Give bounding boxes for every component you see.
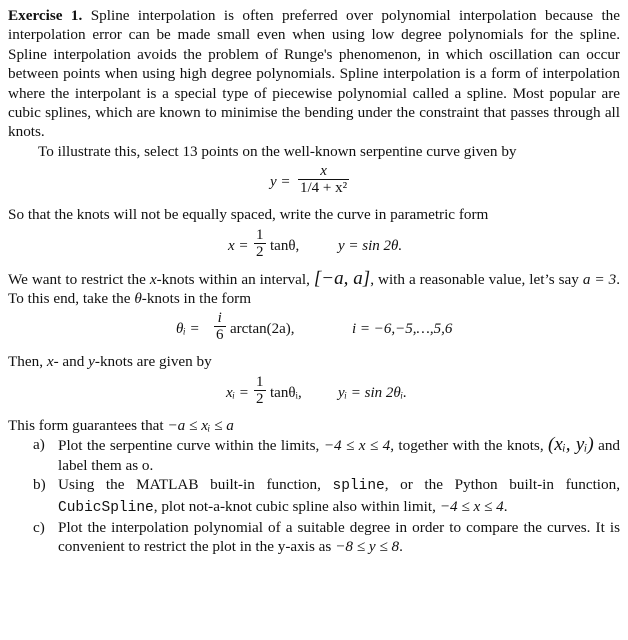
then-text-a: Then, bbox=[8, 353, 44, 371]
lets-say-text: let’s say bbox=[529, 270, 579, 288]
task-a-pair: (xᵢ, yᵢ) bbox=[548, 434, 594, 456]
restrict-x-symbol: x bbox=[149, 270, 157, 288]
knots-y: yᵢ = sin 2θᵢ. bbox=[338, 384, 407, 401]
task-b-marker: b) bbox=[33, 476, 46, 494]
parametric-tan: tanθ, bbox=[270, 237, 300, 254]
task-b-code-cubicspline: CubicSpline bbox=[58, 499, 154, 516]
theta-rhs: arctan(2a), bbox=[230, 321, 295, 338]
task-c bbox=[8, 518, 620, 557]
exercise-document bbox=[8, 6, 620, 557]
serpentine-lhs: y = bbox=[270, 174, 291, 191]
task-b-code-spline: spline bbox=[332, 478, 385, 495]
task-a-marker: a) bbox=[33, 436, 45, 454]
then-text-b: - and bbox=[53, 353, 85, 371]
restrict-text-c: , with a reasonable value, bbox=[370, 270, 526, 288]
serpentine-denominator: 1/4 + x² bbox=[300, 180, 348, 197]
guarantee-text: This form guarantees that bbox=[8, 416, 164, 434]
task-a-text-b: , together with the knots, bbox=[390, 437, 544, 455]
task-a-text-c: and label them as o. bbox=[58, 437, 621, 474]
parametric-one: 1 bbox=[256, 226, 264, 243]
lets-say-text-b: . To this end, take the bbox=[8, 270, 621, 308]
restrict-text-b: -knots within an interval, bbox=[156, 270, 310, 288]
serpentine-numerator: x bbox=[320, 163, 327, 180]
parametric-intro-text: So that the knots will not be equally spaced, write the curve in parametric form bbox=[8, 206, 489, 224]
interval-symbol: [−a, a] bbox=[313, 267, 371, 289]
then-paragraph bbox=[8, 352, 620, 371]
illustrate-text: To illustrate this, select 13 points on the well-known serpentine curve given by bbox=[38, 142, 517, 160]
task-c-inequality: −8 ≤ y ≤ 8 bbox=[335, 538, 400, 556]
exercise-heading: Exercise 1. bbox=[8, 7, 83, 24]
task-b-text-b: , or the Python built-in function, bbox=[384, 476, 621, 494]
task-c-marker: c) bbox=[33, 518, 45, 536]
task-a-text-a: Plot the serpentine curve within the limits, bbox=[58, 437, 320, 455]
guarantee-inequality: −a ≤ xᵢ ≤ a bbox=[167, 416, 234, 434]
theta-denominator: 6 bbox=[216, 327, 224, 344]
then-text-c: -knots are given by bbox=[94, 353, 212, 371]
knots-two: 2 bbox=[256, 390, 264, 407]
parametric-equation bbox=[8, 225, 620, 269]
theta-numerator: i bbox=[217, 310, 222, 327]
restrict-paragraph bbox=[8, 269, 620, 309]
task-b-text-c: , plot not-a-knot cubic spline also within limit, bbox=[153, 497, 436, 515]
serpentine-equation bbox=[8, 161, 620, 205]
task-c-text-a: Plot the interpolation polynomial of a suitable degree in order to compare the curves. It is convenient to restrict the plot in the y-axis as bbox=[58, 518, 620, 556]
then-x-symbol: x bbox=[46, 353, 54, 371]
intro-text: Spline interpolation is often preferred over polynomial interpolation because the interpolation error can be made small even when using low degree polynomials for the spline. Spline interpolation avoids the problem of Runge's phenomenon, in which oscillation can occur between points when using high degree polynomials. Spline interpolation is a form of interpolation where the interpolant is a special type of piecewise polynomial called a spline. Most popular are cubic splines, which are known to minimise the bending under the constraint that passes through all knots. bbox=[8, 7, 620, 141]
parametric-x-lhs: x = bbox=[228, 237, 249, 254]
task-b-text-d: . bbox=[503, 497, 508, 515]
a-equals-symbol: a = 3 bbox=[582, 270, 617, 288]
guarantee-paragraph bbox=[8, 416, 620, 435]
knots-one: 1 bbox=[256, 373, 264, 390]
task-c-text-b: . bbox=[399, 538, 403, 556]
parametric-y: y = sin 2θ. bbox=[338, 237, 403, 254]
lets-say-text-c: -knots in the form bbox=[141, 290, 252, 308]
then-y-symbol: y bbox=[88, 353, 95, 371]
task-b bbox=[8, 475, 620, 518]
task-b-inequality: −4 ≤ x ≤ 4 bbox=[439, 497, 504, 515]
task-list bbox=[8, 435, 620, 556]
knots-x-lhs: xᵢ = bbox=[226, 384, 249, 401]
task-a-inequality: −4 ≤ x ≤ 4 bbox=[323, 437, 391, 455]
intro-paragraph bbox=[8, 6, 620, 142]
theta-knots-equation bbox=[8, 308, 620, 352]
theta-symbol: θ bbox=[134, 290, 142, 308]
task-b-text-a: Using the MATLAB built-in function, bbox=[58, 476, 321, 494]
task-a bbox=[8, 435, 620, 475]
knots-tan: tanθᵢ, bbox=[270, 384, 302, 401]
xy-knots-equation bbox=[8, 372, 620, 416]
restrict-text-a: We want to restrict the bbox=[8, 270, 146, 288]
parametric-two: 2 bbox=[256, 243, 264, 260]
theta-range: i = −6,−5,…,5,6 bbox=[352, 321, 453, 338]
theta-lhs: θᵢ = bbox=[176, 321, 200, 338]
